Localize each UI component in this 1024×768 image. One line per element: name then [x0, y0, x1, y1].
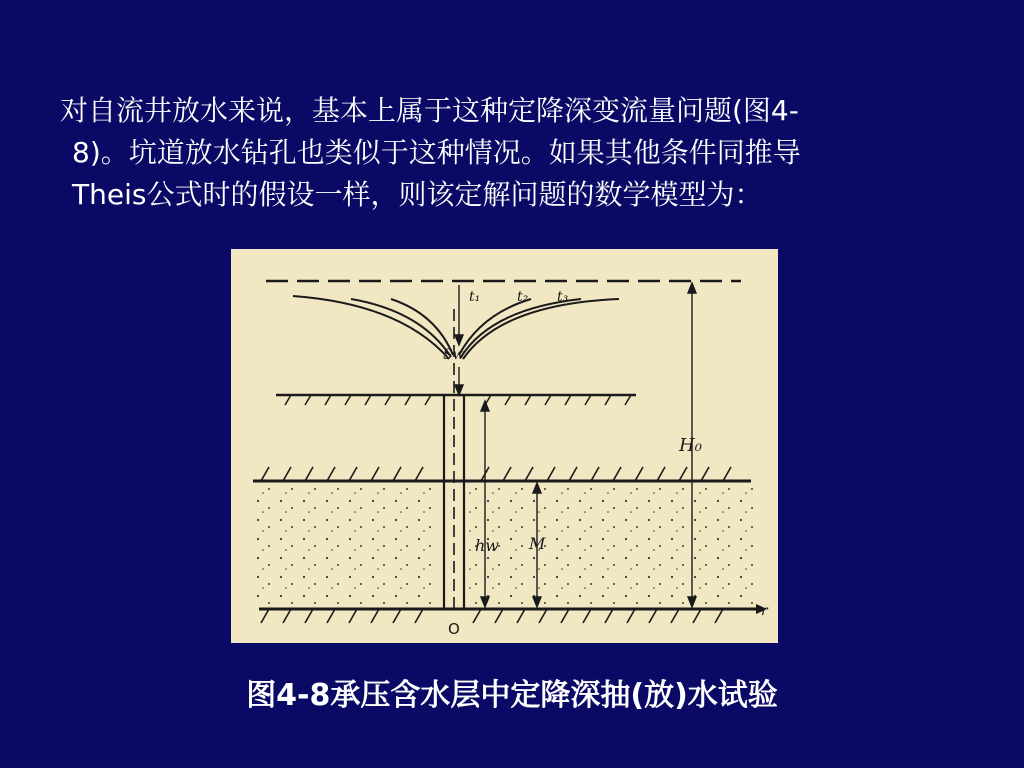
aquifer-top-hatching: [261, 467, 731, 481]
figure-caption: 图4-8承压含水层中定降深抽(放)水试验: [246, 678, 778, 713]
label-t1: t₁: [469, 289, 481, 305]
label-origin: O: [448, 620, 460, 638]
body-paragraph: [60, 90, 965, 216]
label-h0: H₀: [679, 435, 702, 456]
label-t2: t₂: [517, 289, 529, 305]
label-hw: hw: [475, 536, 499, 555]
label-r: r: [761, 603, 768, 619]
aquifer-bottom-hatching: [261, 609, 723, 623]
paragraph-line-2: 8)。坑道放水钻孔也类似于这种情况。如果其他条件同推导: [72, 136, 801, 169]
sw-arrows: [455, 285, 463, 395]
label-sw: Sw: [443, 347, 465, 363]
paragraph-line-1: 对自流井放水来说，基本上属于这种定降深变流量问题(图4-: [60, 94, 799, 127]
paragraph-line-3: Theis公式时的假设一样，则该定解问题的数学模型为：: [72, 178, 763, 211]
diagram-svg: [231, 249, 778, 643]
label-m: M: [529, 534, 546, 553]
aquifer-fill: [251, 483, 756, 605]
label-t3: t₃: [557, 289, 569, 305]
aquifer-test-diagram: [231, 249, 778, 643]
